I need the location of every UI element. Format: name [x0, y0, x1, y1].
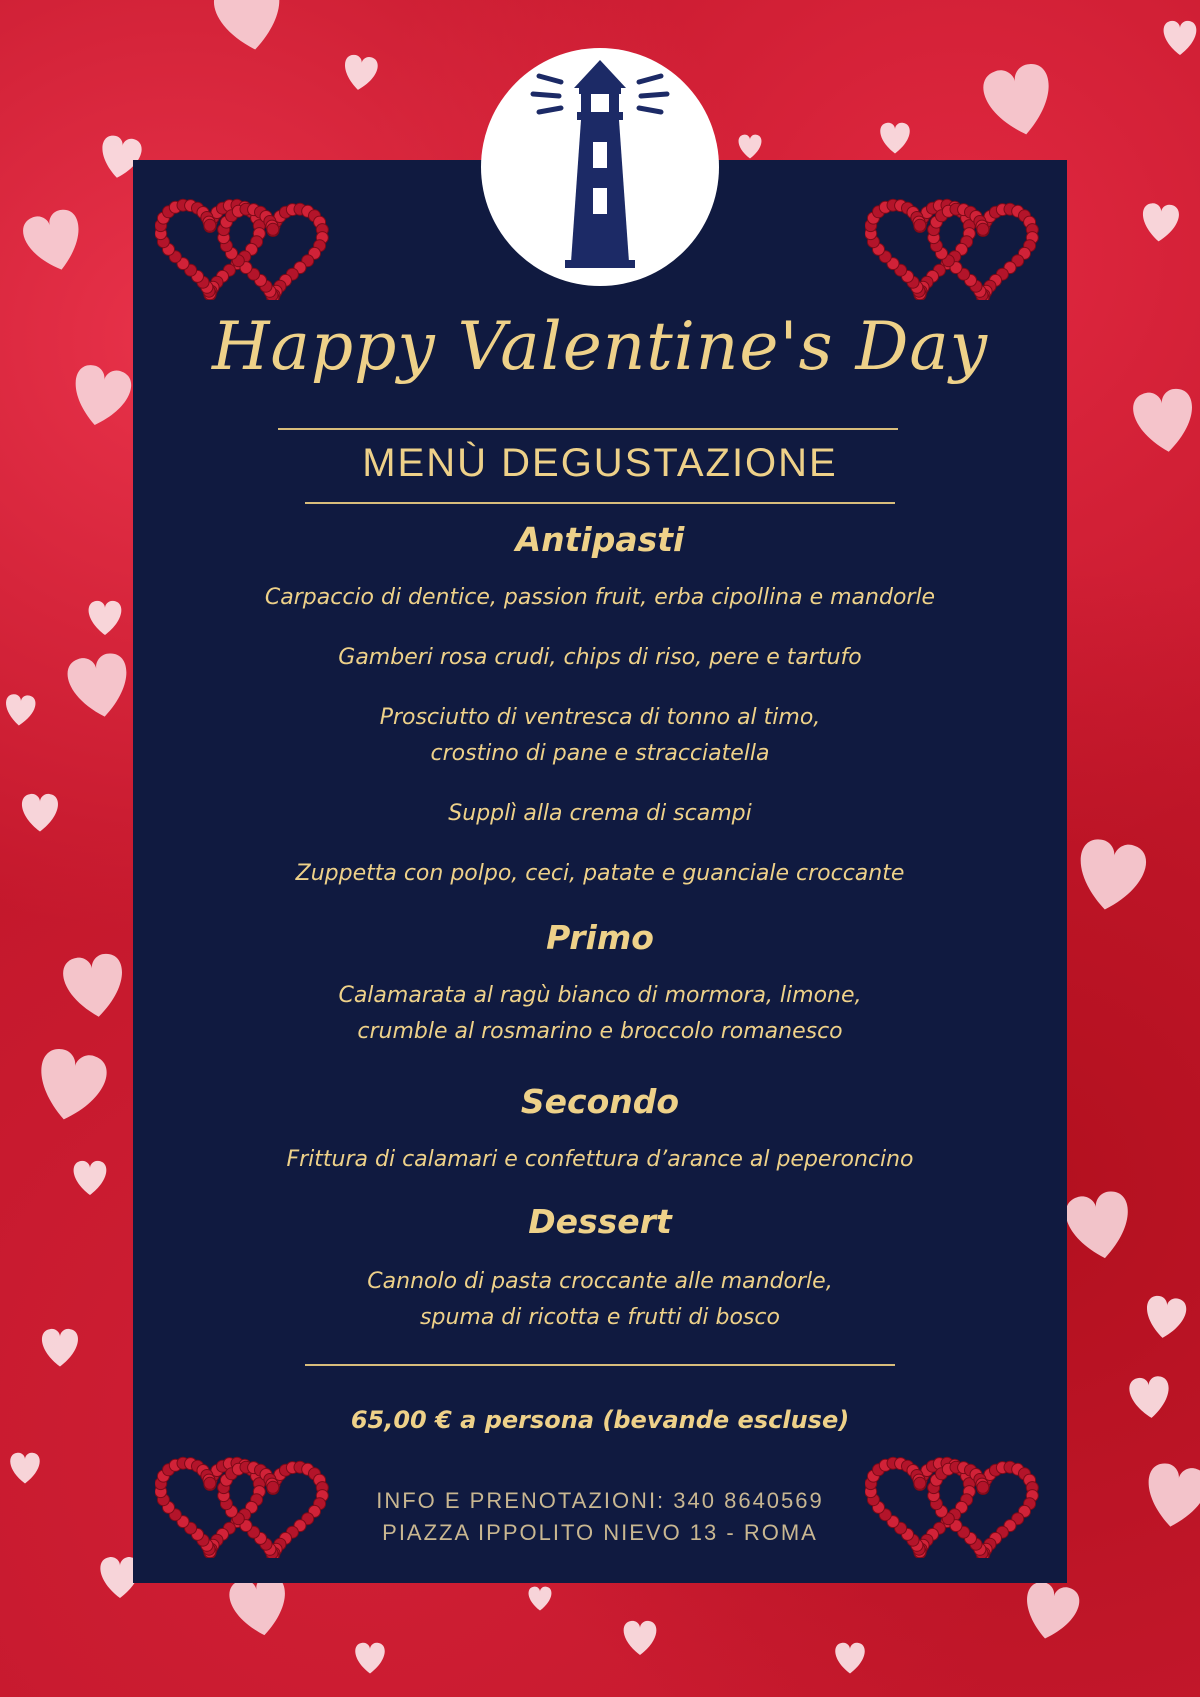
subtitle-divider: [305, 502, 895, 504]
menu-item: Gamberi rosa crudi, chips di riso, pere e tartufo: [338, 645, 862, 670]
heart-icon: [1141, 1461, 1200, 1532]
section-heading-dessert: Dessert: [528, 1202, 672, 1241]
heart-icon: [61, 952, 128, 1021]
heart-icon: [1073, 837, 1149, 916]
lighthouse-icon: [481, 48, 719, 286]
menu-item: Prosciutto di ventresca di tonno al timo, crostino di pane e stracciatella: [379, 705, 821, 766]
heart-icon: [22, 794, 58, 832]
heart-icon: [1141, 202, 1180, 243]
heart-icon: [355, 1643, 384, 1674]
menu-item: Cannolo di pasta croccante alle mandorle, spuma di ricotta e frutti di bosco: [367, 1269, 833, 1330]
heart-icon: [42, 1329, 78, 1367]
heart-icon: [32, 1046, 110, 1126]
logo: [481, 48, 719, 286]
heart-icon: [20, 206, 89, 276]
menu-subtitle: MENÙ DEGUSTAZIONE: [362, 441, 838, 485]
section-heading-antipasti: Antipasti: [515, 520, 685, 559]
rose-double-heart-icon: [155, 199, 328, 300]
heart-icon: [1131, 387, 1198, 456]
heart-icon: [835, 1643, 864, 1674]
heart-icon: [980, 61, 1058, 141]
heart-icon: [74, 1161, 107, 1195]
heart-icon: [1019, 1580, 1082, 1644]
section-heading-primo: Primo: [546, 918, 654, 957]
heart-icon: [342, 54, 379, 92]
heart-icon: [211, 0, 287, 55]
heart-icon: [1164, 21, 1197, 55]
menu-item: Frittura di calamari e confettura d’arance al peperoncino: [286, 1147, 914, 1172]
price-label: 65,00 € a persona (bevande escluse): [350, 1406, 850, 1434]
heart-icon: [1128, 1375, 1171, 1419]
menu-item: Zuppetta con polpo, ceci, patate e guanciale croccante: [295, 861, 905, 886]
heart-icon: [1063, 1189, 1136, 1264]
menu-item: Calamarata al ragù bianco di mormora, limone, crumble al rosmarino e broccolo romanesco: [338, 983, 862, 1044]
rose-double-heart-icon-top-right: [865, 190, 1040, 300]
menu-item: Supplì alla crema di scampi: [448, 801, 752, 826]
menu-item: Carpaccio di dentice, passion fruit, erba cipollina e mandorle: [264, 585, 936, 610]
rose-double-heart-icon: [865, 199, 1038, 300]
heart-icon: [739, 135, 762, 159]
rose-double-heart-icon-top-left: [155, 190, 330, 300]
title-divider: [278, 428, 898, 430]
heart-icon: [4, 694, 36, 727]
footer-divider: [305, 1364, 895, 1366]
address-info: PIAZZA IPPOLITO NIEVO 13 - ROMA: [382, 1520, 818, 1545]
page-title: Happy Valentine's Day: [211, 308, 989, 385]
heart-icon: [227, 1573, 292, 1640]
heart-icon: [89, 601, 122, 635]
section-heading-secondo: Secondo: [520, 1082, 680, 1121]
heart-icon: [529, 1587, 552, 1611]
heart-icon: [65, 651, 134, 722]
heart-icon: [880, 123, 909, 154]
heart-icon: [10, 1453, 39, 1484]
heart-icon: [1143, 1295, 1188, 1341]
heart-icon: [67, 362, 134, 430]
heart-icon: [624, 1621, 657, 1655]
booking-info: INFO E PRENOTAZIONI: 340 8640569: [376, 1488, 824, 1513]
